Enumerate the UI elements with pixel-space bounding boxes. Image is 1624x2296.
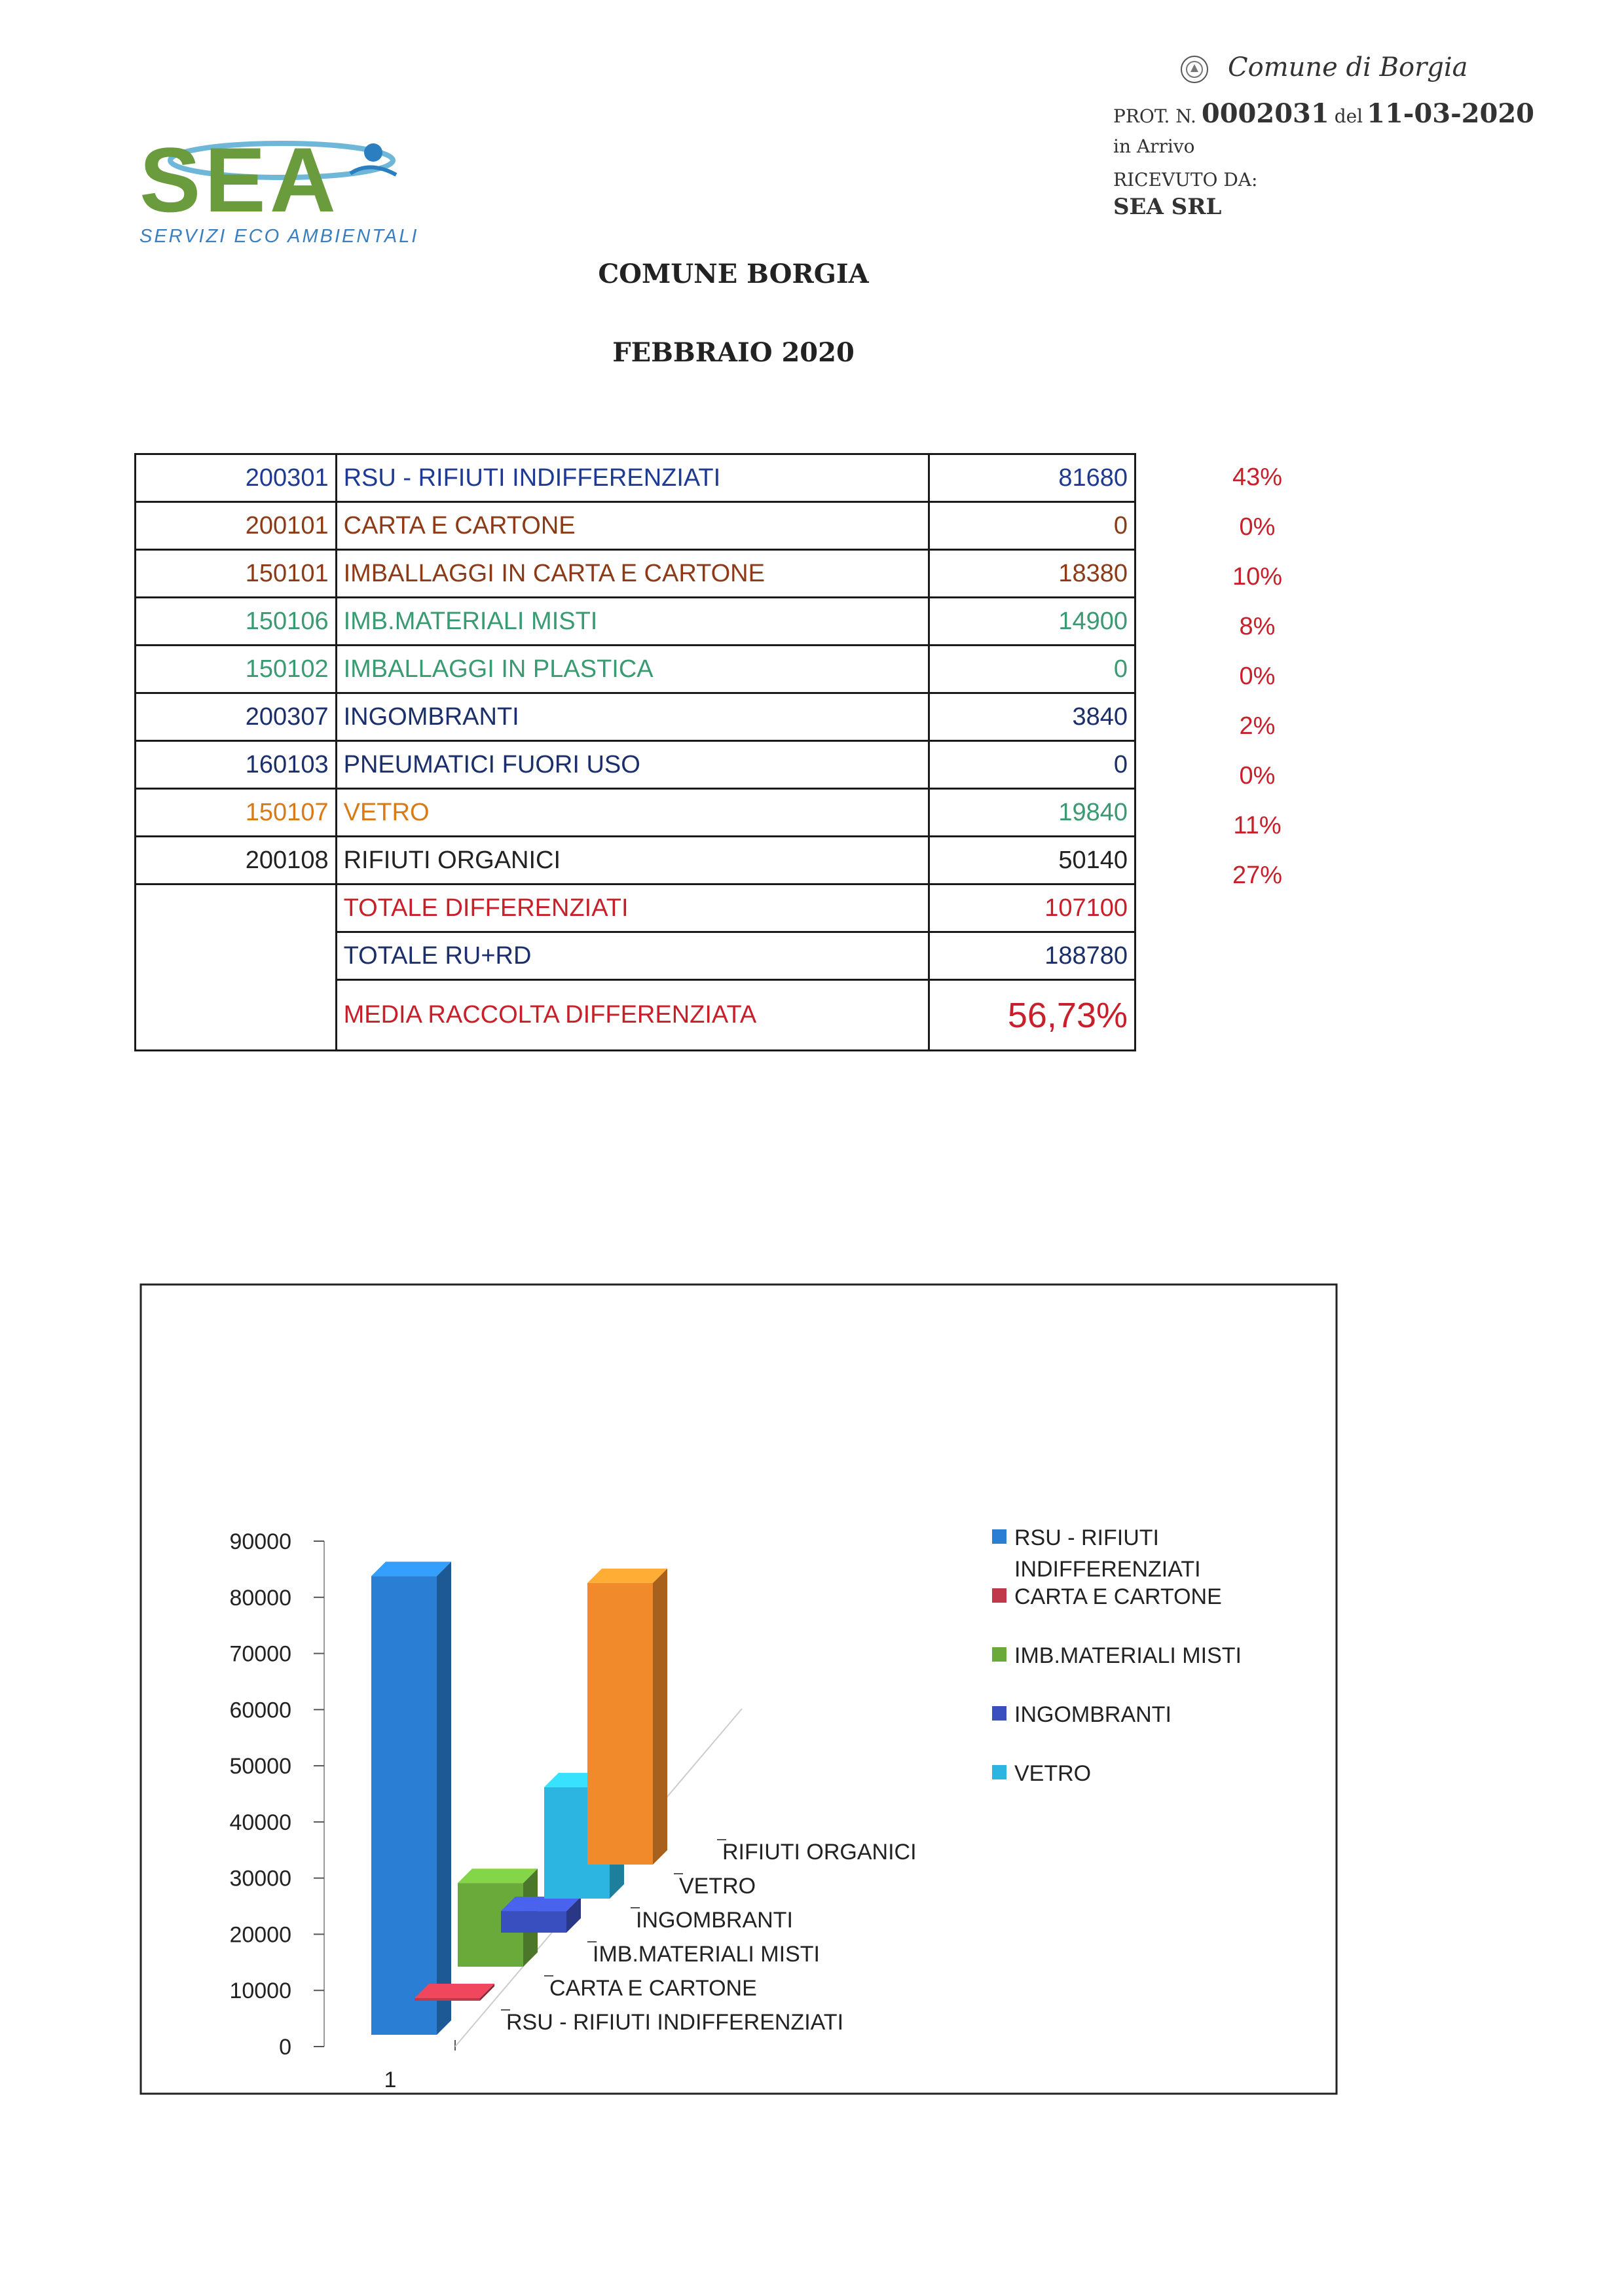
y-tick-label: 80000 bbox=[229, 1585, 291, 1611]
row-value: 19840 bbox=[929, 789, 1135, 837]
depth-category-label: RIFIUTI ORGANICI bbox=[722, 1840, 917, 1865]
row-pct: 0% bbox=[1239, 762, 1276, 790]
totale-ru-rd-value: 188780 bbox=[929, 932, 1135, 980]
in-arrivo: in Arrivo bbox=[1113, 136, 1195, 157]
legend-label: INGOMBRANTI bbox=[1014, 1702, 1172, 1727]
legend-swatch bbox=[992, 1765, 1006, 1779]
legend-swatch bbox=[992, 1529, 1006, 1544]
y-tick-label: 60000 bbox=[229, 1698, 291, 1723]
bar-front bbox=[501, 1911, 566, 1933]
page-title: COMUNE BORGIA bbox=[598, 259, 869, 289]
row-desc: CARTA E CARTONE bbox=[336, 502, 929, 550]
row-desc: IMBALLAGGI IN CARTA E CARTONE bbox=[336, 550, 929, 598]
row-code: 150106 bbox=[136, 598, 337, 646]
row-value: 0 bbox=[929, 741, 1135, 789]
row-pct: 10% bbox=[1232, 563, 1283, 591]
table-row bbox=[136, 741, 1135, 789]
logo-text: SEA bbox=[139, 134, 340, 231]
row-value: 81680 bbox=[929, 454, 1135, 502]
legend-label: VETRO bbox=[1014, 1761, 1092, 1786]
row-code: 150107 bbox=[136, 789, 337, 837]
legend-label: IMB.MATERIALI MISTI bbox=[1014, 1643, 1242, 1668]
row-code: 160103 bbox=[136, 741, 337, 789]
y-tick-label: 70000 bbox=[229, 1641, 291, 1667]
table-row bbox=[136, 598, 1135, 646]
legend-swatch bbox=[992, 1706, 1006, 1721]
y-tick-label: 20000 bbox=[229, 1922, 291, 1948]
row-desc: RIFIUTI ORGANICI bbox=[336, 837, 929, 884]
x-category-label: 1 bbox=[384, 2068, 397, 2092]
row-value: 0 bbox=[929, 502, 1135, 550]
row-pct: 8% bbox=[1239, 613, 1276, 640]
row-desc: PNEUMATICI FUORI USO bbox=[336, 741, 929, 789]
row-desc: IMB.MATERIALI MISTI bbox=[336, 598, 929, 646]
protocol-line bbox=[1113, 98, 1534, 129]
depth-category-label: INGOMBRANTI bbox=[636, 1908, 793, 1933]
row-code: 200101 bbox=[136, 502, 337, 550]
legend-swatch bbox=[992, 1647, 1006, 1662]
row-desc: VETRO bbox=[336, 789, 929, 837]
y-tick-label: 40000 bbox=[229, 1810, 291, 1835]
totals-empty-cell bbox=[136, 884, 337, 1051]
row-value: 50140 bbox=[929, 837, 1135, 884]
media-label: MEDIA RACCOLTA DIFFERENZIATA bbox=[336, 980, 929, 1051]
y-tick-label: 0 bbox=[279, 2035, 291, 2060]
depth-category-label: CARTA E CARTONE bbox=[549, 1976, 757, 2001]
row-pct: 27% bbox=[1232, 862, 1283, 889]
row-value: 0 bbox=[929, 646, 1135, 693]
row-pct: 0% bbox=[1239, 513, 1276, 541]
bar-side bbox=[437, 1561, 451, 2035]
legend-swatch bbox=[992, 1588, 1006, 1603]
table-row bbox=[136, 837, 1135, 884]
y-tick-label: 50000 bbox=[229, 1754, 291, 1779]
table-row bbox=[136, 693, 1135, 741]
row-code: 200307 bbox=[136, 693, 337, 741]
y-tick-label: 30000 bbox=[229, 1866, 291, 1891]
totale-differenziati-label: TOTALE DIFFERENZIATI bbox=[336, 884, 929, 932]
row-value: 18380 bbox=[929, 550, 1135, 598]
row-value: 14900 bbox=[929, 598, 1135, 646]
bar-front bbox=[587, 1583, 653, 1865]
row-value: 3840 bbox=[929, 693, 1135, 741]
legend-label: RSU - RIFIUTI bbox=[1014, 1525, 1159, 1550]
waste-bar-chart bbox=[139, 1283, 1338, 2095]
bar bbox=[587, 1569, 667, 1865]
totale-differenziati-value: 107100 bbox=[929, 884, 1135, 932]
totale-ru-rd-label: TOTALE RU+RD bbox=[336, 932, 929, 980]
row-desc: RSU - RIFIUTI INDIFFERENZIATI bbox=[336, 454, 929, 502]
bar-front bbox=[415, 1998, 480, 2001]
y-tick-label: 10000 bbox=[229, 1978, 291, 2004]
logo-subtitle: SERVIZI ECO AMBIENTALI bbox=[139, 226, 419, 247]
table-row bbox=[136, 789, 1135, 837]
legend-label: INDIFFERENZIATI bbox=[1014, 1557, 1201, 1582]
sea-logo bbox=[134, 134, 462, 252]
y-tick-label: 90000 bbox=[229, 1529, 291, 1554]
page-subtitle: FEBBRAIO 2020 bbox=[612, 337, 855, 368]
depth-category-label: IMB.MATERIALI MISTI bbox=[593, 1942, 820, 1967]
bar bbox=[501, 1897, 581, 1933]
prot-label: PROT. N. bbox=[1113, 105, 1196, 127]
table-row bbox=[136, 454, 1135, 502]
row-code: 150101 bbox=[136, 550, 337, 598]
table-row bbox=[136, 502, 1135, 550]
row-desc: INGOMBRANTI bbox=[336, 693, 929, 741]
totals-row bbox=[136, 884, 1135, 932]
row-pct: 0% bbox=[1239, 663, 1276, 690]
table-row bbox=[136, 550, 1135, 598]
bar-front bbox=[371, 1576, 437, 2035]
legend-label: CARTA E CARTONE bbox=[1014, 1584, 1222, 1609]
prot-number: 0002031 bbox=[1201, 98, 1329, 129]
waste-table bbox=[134, 453, 1136, 1051]
row-code: 200301 bbox=[136, 454, 337, 502]
prot-date: 11-03-2020 bbox=[1367, 98, 1534, 129]
row-pct: 2% bbox=[1239, 712, 1276, 740]
row-desc: IMBALLAGGI IN PLASTICA bbox=[336, 646, 929, 693]
comune-seal-icon bbox=[1179, 54, 1210, 85]
del-label: del bbox=[1334, 105, 1363, 127]
row-pct: 43% bbox=[1232, 464, 1283, 491]
depth-category-label: RSU - RIFIUTI INDIFFERENZIATI bbox=[506, 2010, 844, 2035]
ricevuto-value: SEA SRL bbox=[1113, 194, 1222, 220]
media-value: 56,73% bbox=[929, 980, 1135, 1051]
row-code: 200108 bbox=[136, 837, 337, 884]
stamp-comune: Comune di Borgia bbox=[1228, 52, 1468, 82]
row-code: 150102 bbox=[136, 646, 337, 693]
depth-category-label: VETRO bbox=[679, 1874, 756, 1899]
row-pct: 11% bbox=[1233, 812, 1282, 839]
bar bbox=[415, 1984, 494, 2001]
bar bbox=[371, 1561, 451, 2035]
ricevuto-label: RICEVUTO DA: bbox=[1113, 169, 1258, 191]
bar-side bbox=[653, 1569, 667, 1865]
table-row bbox=[136, 646, 1135, 693]
